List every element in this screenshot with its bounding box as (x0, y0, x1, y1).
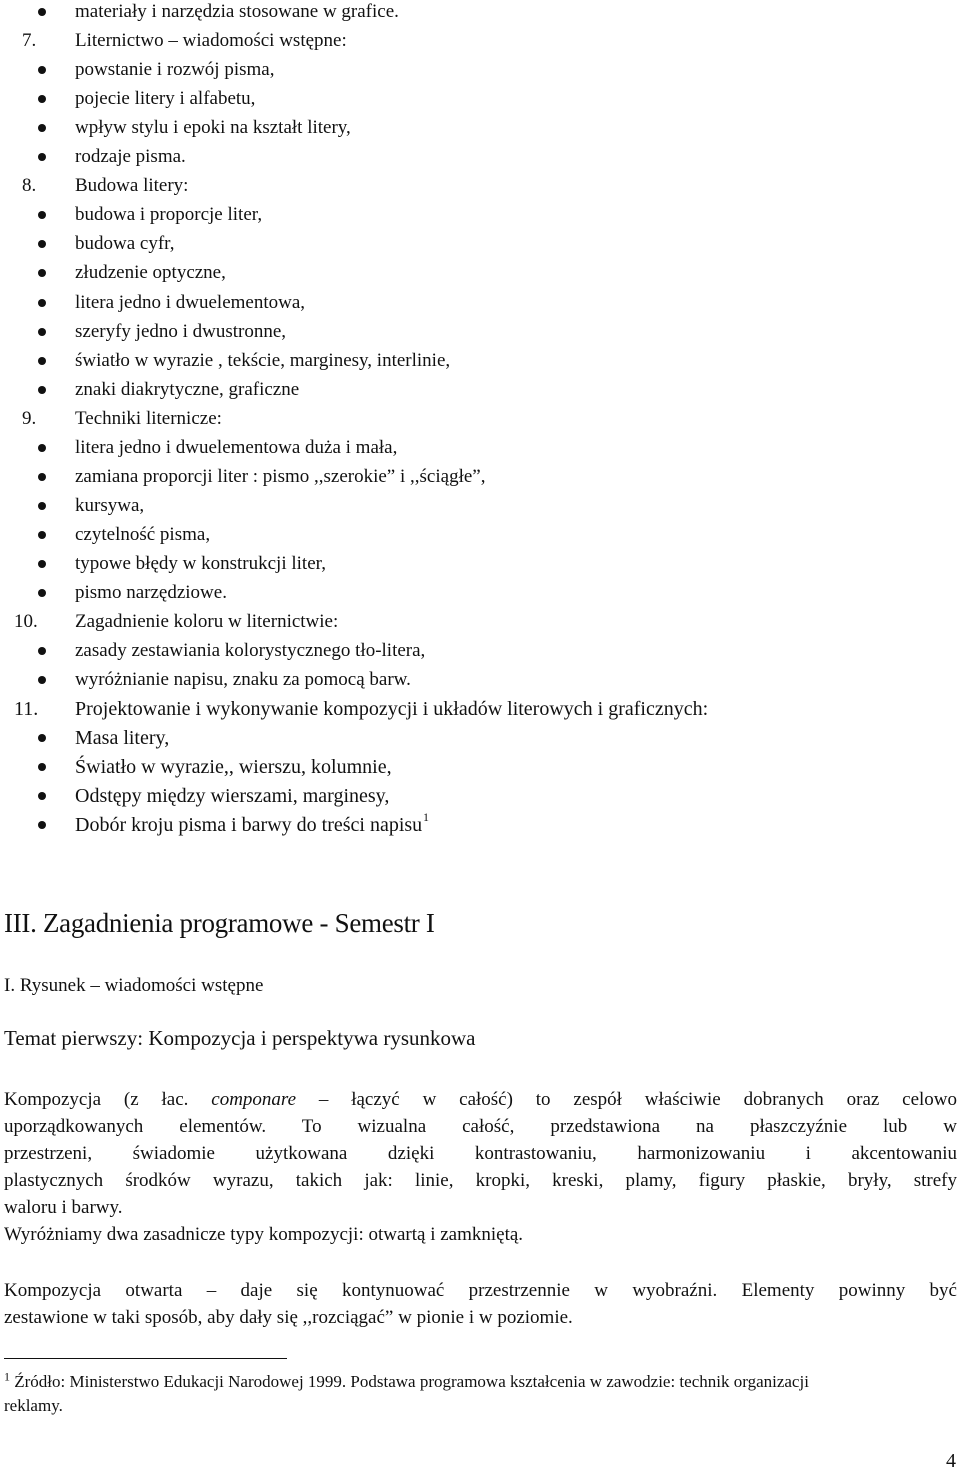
paragraph-line: Wyróżniamy dwa zasadnicze typy kompozycji: otwartą i zamkniętą. (4, 1224, 524, 1245)
item-text: szeryfy jedno i dwustronne, (75, 320, 287, 342)
footnote-mark: 1 (4, 1369, 10, 1384)
item-text: typowe błędy w konstrukcji liter, (75, 552, 326, 574)
page-number: 4 (946, 1450, 956, 1472)
item-text: wyróżnianie napisu, znaku za pomocą barw. (75, 669, 411, 691)
section-heading: III. Zagadnienia programowe - Semestr I (4, 908, 435, 938)
item-number: 10. (14, 611, 38, 633)
item-text: światło w wyrazie , tekście, marginesy, interlinie, (75, 349, 451, 371)
paragraph-line: Kompozycja (z łac. componare – łączyć w całość) to zespół właściwie dobranych oraz celowo (4, 1089, 958, 1110)
bullet-icon (38, 269, 46, 277)
item-text: budowa i proporcje liter, (75, 204, 263, 226)
bullet-icon (38, 763, 46, 771)
paragraph-kompozycja (4, 1086, 957, 1248)
item-text: Dobór kroju pisma i barwy do treści napisu (75, 814, 423, 837)
bullet-icon (38, 502, 46, 510)
bullet-icon (38, 153, 46, 161)
bullet-icon (38, 473, 46, 481)
item-number: 9. (22, 407, 37, 429)
item-text: kursywa, (75, 494, 145, 516)
paragraph-line: zestawione w taki sposób, aby dały się ,,rozciągać” w pionie i w poziomie. (4, 1307, 573, 1328)
item-text: litera jedno i dwuelementowa duża i mała, (75, 436, 398, 458)
item-text: Liternictwo – wiadomości wstępne: (75, 30, 347, 52)
bullet-icon (38, 357, 46, 365)
topic-title: Temat pierwszy: Kompozycja i perspektywa rysunkowa (4, 1026, 476, 1050)
bullet-icon (38, 211, 46, 219)
item-text: zamiana proporcji liter : pismo ,,szerokie” i ,,ściągłe”, (75, 465, 486, 487)
term-kompozycja: Kompozycja (4, 1089, 102, 1110)
latin-term: componare (211, 1089, 297, 1110)
item-text: powstanie i rozwój pisma, (75, 59, 275, 81)
paragraph-line: Kompozycja otwarta – daje się kontynuować przestrzennie w wyobraźni. Elementy powinny być (4, 1280, 957, 1301)
bullet-icon (38, 821, 46, 829)
item-number: 7. (22, 30, 37, 52)
bullet-icon (38, 240, 46, 248)
item-text: rodzaje pisma. (75, 146, 186, 168)
item-text: Projektowanie i wykonywanie kompozycji i układów literowych i graficznych: (75, 698, 709, 721)
bullet-icon (38, 386, 46, 394)
item-text: litera jedno i dwuelementowa, (75, 291, 306, 313)
bullet-icon (38, 647, 46, 655)
bullet-icon (38, 66, 46, 74)
item-text: pojecie litery i alfabetu, (75, 88, 256, 110)
bullet-icon (38, 8, 46, 16)
item-text: materiały i narzędzia stosowane w grafice. (75, 1, 399, 22)
bullet-icon (38, 792, 46, 800)
footnote-rule (4, 1358, 287, 1359)
paragraph-line: przestrzeni, świadomie użytkowana dzięki kontrastowaniu, harmonizowaniu i akcentowaniu (4, 1143, 957, 1164)
item-text: Światło w wyrazie,, wierszu, kolumnie, (75, 756, 392, 779)
item-number: 11. (14, 698, 39, 721)
item-text: Odstępy między wierszami, marginesy, (75, 785, 390, 808)
item-text: złudzenie optyczne, (75, 262, 226, 284)
item-text: wpływ stylu i epoki na kształt litery, (75, 117, 351, 139)
bullet-icon (38, 95, 46, 103)
bullet-icon (38, 676, 46, 684)
item-text: pismo narzędziowe. (75, 582, 227, 603)
item-text: Techniki liternicze: (75, 407, 222, 429)
item-text: znaki diakrytyczne, graficzne (75, 378, 300, 400)
bullet-icon (38, 328, 46, 336)
item-text: Masa litery, (75, 727, 170, 750)
bullet-icon (38, 299, 46, 307)
bullet-icon (38, 560, 46, 568)
footnote: $^1$ Źródło: Ministerstwo Edukacji Narodowej 1999. Podstawa programowa kształcenia w zawodzie: technik organizacji reklamy. (4, 1369, 809, 1415)
bullet-icon (38, 589, 46, 597)
bullet-icon (38, 531, 46, 539)
item-text: budowa cyfr, (75, 233, 175, 255)
paragraph-line: waloru i barwy. (4, 1197, 123, 1218)
item-text: zasady zestawiania kolorystycznego tło-litera, (75, 640, 426, 662)
item-number: 8. (22, 175, 37, 197)
term-kompozycja-otwarta: Kompozycja otwarta (4, 1280, 183, 1301)
paragraph-line: plastycznych środków wyrazu, takich jak: linie, kropki, kreski, plamy, figury płaskie, bryły, strefy (4, 1170, 957, 1191)
paragraph-kompozycja-otwarta (4, 1277, 957, 1331)
item-text: czytelność pisma, (75, 523, 211, 545)
bullet-icon (38, 734, 46, 742)
bullet-icon (38, 124, 46, 132)
item-text: Zagadnienie koloru w liternictwie: (75, 611, 339, 633)
subsection-title: I. Rysunek – wiadomości wstępne (4, 975, 264, 996)
paragraph-line: uporządkowanych elementów. To wizualna całość, przedstawiona na płaszczyźnie lub w (4, 1116, 957, 1137)
item-text: Budowa litery: (75, 175, 189, 197)
bullet-icon (38, 444, 46, 452)
